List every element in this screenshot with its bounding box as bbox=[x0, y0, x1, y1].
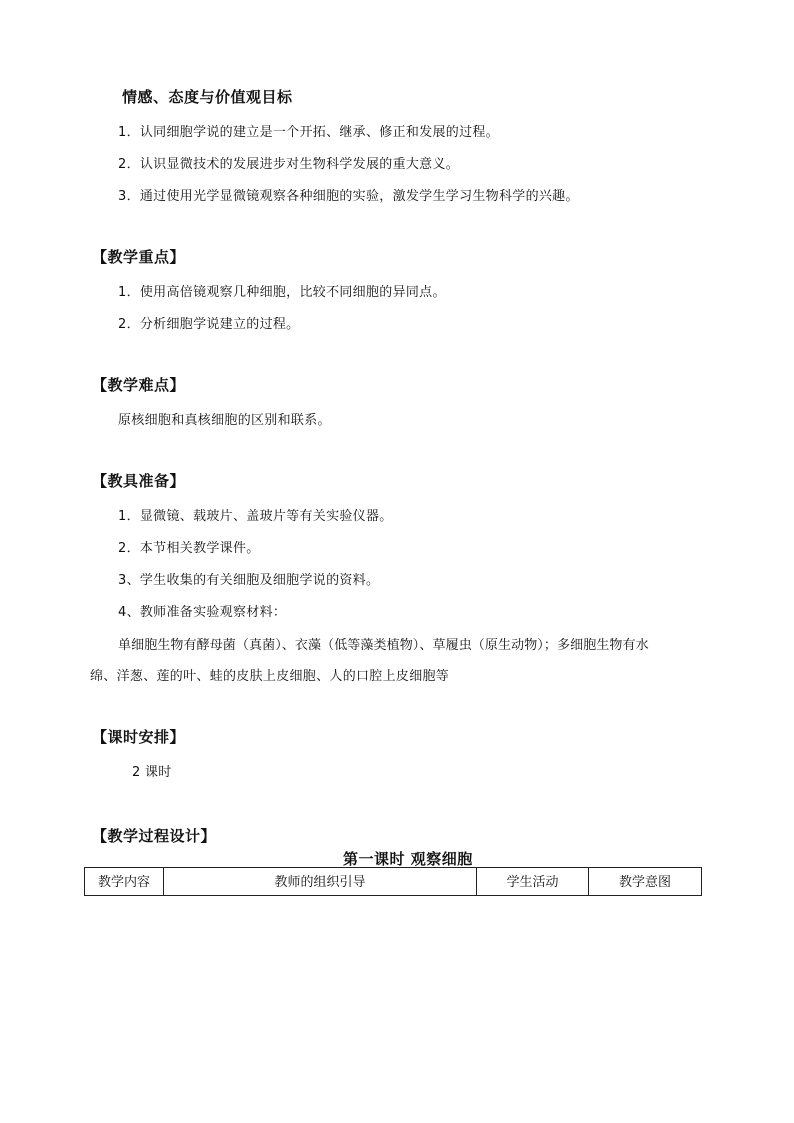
key-points-heading: 【教学重点】 bbox=[92, 248, 186, 266]
materials-paragraph-line-1: 单细胞生物有酵母菌（真菌）、衣藻（低等藻类植物）、草履虫（原生动物）；多细胞生物有水 bbox=[118, 638, 649, 653]
key-point-item-2: 2．分析细胞学说建立的过程。 bbox=[118, 317, 300, 332]
materials-heading: 【教具准备】 bbox=[92, 472, 186, 490]
affective-goal-item-1: 1．认同细胞学说的建立是一个开拓、继承、修正和发展的过程。 bbox=[118, 125, 499, 140]
key-point-item-1: 1．使用高倍镜观察几种细胞，比较不同细胞的异同点。 bbox=[118, 285, 446, 300]
affective-goal-item-3: 3．通过使用光学显微镜观察各种细胞的实验，激发学生学习生物科学的兴趣。 bbox=[118, 189, 579, 204]
column-header-content: 教学内容 bbox=[85, 868, 164, 896]
material-item-3: 3、学生收集的有关细胞及细胞学说的资料。 bbox=[118, 573, 380, 588]
schedule-heading: 【课时安排】 bbox=[92, 728, 186, 746]
process-heading: 【教学过程设计】 bbox=[92, 827, 217, 845]
affective-goals-heading: 情感、态度与价值观目标 bbox=[122, 88, 293, 106]
table-header-row bbox=[85, 868, 702, 896]
column-header-teacher-guidance: 教师的组织引导 bbox=[164, 868, 477, 896]
column-header-teaching-intent: 教学意图 bbox=[589, 868, 702, 896]
material-item-2: 2．本节相关教学课件。 bbox=[118, 541, 260, 556]
material-item-4: 4、教师准备实验观察材料： bbox=[118, 605, 287, 620]
material-item-1: 1．显微镜、载玻片、盖玻片等有关实验仪器。 bbox=[118, 509, 393, 524]
schedule-text: 2 课时 bbox=[132, 765, 172, 780]
lesson-table-title: 第一课时 观察细胞 bbox=[343, 850, 473, 868]
difficulties-heading: 【教学难点】 bbox=[92, 376, 186, 394]
column-header-student-activity: 学生活动 bbox=[477, 868, 589, 896]
lesson-plan-table bbox=[84, 867, 702, 896]
materials-paragraph-line-2: 绵、洋葱、莲的叶、蛙的皮肤上皮细胞、人的口腔上皮细胞等 bbox=[90, 669, 450, 684]
difficulties-text: 原核细胞和真核细胞的区别和联系。 bbox=[118, 413, 331, 428]
affective-goal-item-2: 2．认识显微技术的发展进步对生物科学发展的重大意义。 bbox=[118, 157, 460, 172]
